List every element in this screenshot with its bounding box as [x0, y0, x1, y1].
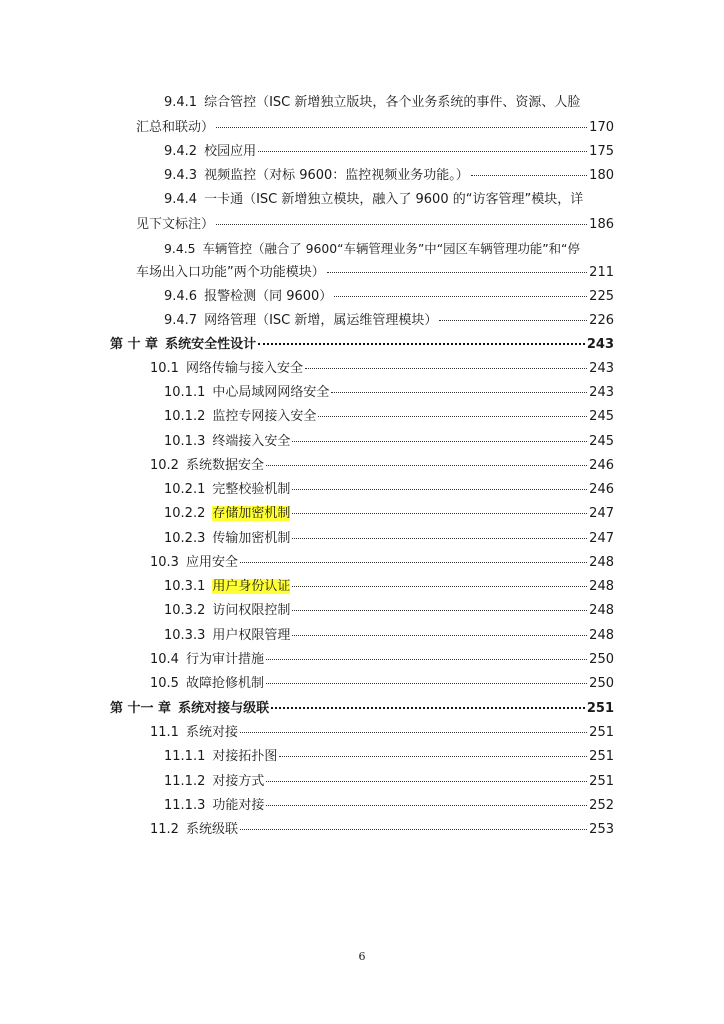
- toc-title: 终端接入安全: [212, 434, 291, 449]
- toc-title: 对接拓扑图: [212, 749, 278, 764]
- toc-title: 对接方式: [212, 774, 265, 789]
- toc-number: 11.2: [150, 822, 179, 837]
- toc-number: 10.4: [150, 652, 179, 667]
- toc-page-number: 186: [589, 217, 614, 232]
- toc-entry-10-3-1[interactable]: [164, 578, 614, 596]
- dot-leader: [240, 828, 587, 830]
- toc-page-number: 251: [589, 725, 614, 740]
- toc-number: 10.3: [150, 555, 179, 570]
- toc-entry-10-5[interactable]: [150, 675, 614, 693]
- dot-leader: [292, 488, 587, 490]
- toc-entry-9-4-3[interactable]: [164, 167, 614, 185]
- dot-leader: [292, 585, 587, 587]
- dot-leader: [439, 319, 587, 321]
- toc-title: 行为审计措施: [185, 652, 264, 667]
- dot-leader: [327, 271, 587, 273]
- dot-leader: [334, 295, 587, 297]
- toc-entry-10-1-3[interactable]: [164, 433, 614, 451]
- toc-entry-11-1[interactable]: [150, 724, 614, 742]
- toc-entry-10-2[interactable]: [150, 457, 614, 475]
- dot-leader: [240, 561, 587, 563]
- toc-page-number: 245: [589, 409, 614, 424]
- dot-leader: [266, 780, 587, 782]
- dot-leader: [292, 440, 587, 442]
- highlighted-toc-title: 存储加密机制: [212, 506, 291, 521]
- dot-leader: [258, 150, 587, 152]
- highlighted-toc-title: 用户身份认证: [212, 579, 291, 594]
- dot-leader: [471, 174, 587, 176]
- dot-leader: [266, 804, 587, 806]
- toc-number: 9.4.3: [164, 168, 198, 183]
- toc-entry-10-3-2[interactable]: [164, 602, 614, 620]
- dot-leader: [216, 126, 587, 128]
- toc-page-number: 226: [589, 313, 614, 328]
- toc-title: 中心局域网网络安全: [212, 385, 330, 400]
- toc-title: 综合管控（ISC 新增独立版块，各个业务系统的事件、资源、人脸: [204, 95, 581, 110]
- toc-number: 9.4.4: [164, 192, 198, 207]
- toc-entry-9-4-4-line1: [164, 191, 583, 209]
- toc-page-number: 248: [589, 628, 614, 643]
- toc-title: 车辆管控（融合了 9600“车辆管理业务”中“园区车辆管理功能”和“停: [202, 241, 580, 256]
- dot-leader: [216, 223, 587, 225]
- toc-number: 11.1.2: [164, 774, 206, 789]
- toc-title-continued: 汇总和联动）: [136, 120, 215, 135]
- toc-page-number: 248: [589, 603, 614, 618]
- toc-entry-10-2-3[interactable]: [164, 530, 614, 548]
- toc-entry-10-3[interactable]: [150, 554, 614, 572]
- toc-entry-10-3-3[interactable]: [164, 627, 614, 645]
- toc-page-number: 248: [589, 579, 614, 594]
- toc-page-number: 246: [589, 458, 614, 473]
- dot-leader: [318, 415, 587, 417]
- toc-page-number: 250: [589, 676, 614, 691]
- toc-page-number: 246: [589, 482, 614, 497]
- dot-leader: [331, 391, 587, 393]
- dot-leader: [258, 342, 585, 345]
- toc-page-number: 247: [589, 531, 614, 546]
- dot-leader: [305, 367, 587, 369]
- dot-leader: [292, 512, 587, 514]
- toc-title: 系统级联: [185, 822, 238, 837]
- toc-page-number: 251: [589, 749, 614, 764]
- toc-page-number: 225: [589, 289, 614, 304]
- toc-title-continued: 见下文标注）: [136, 217, 215, 232]
- toc-number: 11.1.3: [164, 798, 206, 813]
- dot-leader: [279, 755, 587, 757]
- chapter-number: 第 十 章: [110, 337, 159, 352]
- toc-title: 用户权限管理: [212, 628, 291, 643]
- toc-title: 校园应用: [204, 144, 257, 159]
- toc-page-number: 243: [589, 361, 614, 376]
- toc-number: 10.3.1: [164, 579, 206, 594]
- toc-page-number: 245: [589, 434, 614, 449]
- toc-entry-11-1-2[interactable]: [164, 773, 614, 791]
- toc-page-number: 211: [589, 265, 614, 280]
- toc-number: 10.3.3: [164, 628, 206, 643]
- toc-number: 9.4.5: [164, 241, 196, 256]
- toc-title: 监控专网接入安全: [212, 409, 317, 424]
- toc-number: 10.1.2: [164, 409, 206, 424]
- toc-page-number: 243: [589, 385, 614, 400]
- toc-page-number: 248: [589, 555, 614, 570]
- toc-number: 10.1.3: [164, 434, 206, 449]
- toc-number: 11.1: [150, 725, 179, 740]
- toc-entry-9-4-7[interactable]: [164, 312, 614, 330]
- toc-number: 10.2.2: [164, 506, 206, 521]
- toc-number: 9.4.6: [164, 289, 198, 304]
- dot-leader: [240, 731, 587, 733]
- toc-number: 10.3.2: [164, 603, 206, 618]
- toc-entry-10-4[interactable]: [150, 651, 614, 669]
- toc-title: 完整校验机制: [212, 482, 291, 497]
- toc-title: 访问权限控制: [212, 603, 291, 618]
- toc-entry-10-1-2[interactable]: [164, 408, 614, 426]
- toc-number: 11.1.1: [164, 749, 206, 764]
- toc-title: 系统对接: [185, 725, 238, 740]
- toc-title: 功能对接: [212, 798, 265, 813]
- dot-leader: [266, 658, 587, 660]
- toc-number: 9.4.1: [164, 95, 198, 110]
- toc-entry-10-1[interactable]: [150, 360, 614, 378]
- toc-entry-9-4-5[interactable]: [136, 264, 614, 282]
- toc-number: 9.4.2: [164, 144, 198, 159]
- toc-page-number: 247: [589, 506, 614, 521]
- dot-leader: [292, 609, 587, 611]
- toc-page-number: 170: [589, 120, 614, 135]
- toc-page-number: 252: [589, 798, 614, 813]
- toc-title: 一卡通（ISC 新增独立模块，融入了 9600 的“访客管理”模块，详: [204, 192, 584, 207]
- toc-page-number: 175: [589, 144, 614, 159]
- toc-title: 故障抢修机制: [185, 676, 264, 691]
- toc-title: 网络管理（ISC 新增，属运维管理模块）: [204, 313, 438, 328]
- toc-title: 系统数据安全: [185, 458, 264, 473]
- dot-leader: [266, 464, 587, 466]
- toc-entry-11-2[interactable]: [150, 821, 614, 839]
- chapter-title: 系统对接与级联: [178, 701, 270, 716]
- toc-entry-10-1-1[interactable]: [164, 384, 614, 402]
- chapter-number: 第 十一 章: [110, 701, 172, 716]
- toc-page-number: 253: [589, 822, 614, 837]
- toc-title: 报警检测（同 9600）: [204, 289, 333, 304]
- toc-entry-9-4-2[interactable]: [164, 143, 614, 161]
- page-number: 6: [358, 950, 366, 963]
- toc-entry-10-2-1[interactable]: [164, 481, 614, 499]
- toc-title-continued: 车场出入口功能”两个功能模块）: [136, 265, 325, 280]
- toc-title: 网络传输与接入安全: [185, 361, 303, 376]
- toc-chapter-11[interactable]: [110, 700, 614, 718]
- toc-page-number: 180: [589, 168, 614, 183]
- toc-number: 10.1: [150, 361, 179, 376]
- toc-page-number: 251: [589, 774, 614, 789]
- toc-number: 10.5: [150, 676, 179, 691]
- toc-page-number: 251: [586, 701, 614, 716]
- toc-number: 10.2: [150, 458, 179, 473]
- dot-leader: [292, 537, 587, 539]
- toc-chapter-10[interactable]: [110, 336, 614, 354]
- toc-number: 10.2.3: [164, 531, 206, 546]
- toc-title: 应用安全: [185, 555, 238, 570]
- toc-entry-11-1-1[interactable]: [164, 748, 614, 766]
- toc-number: 9.4.7: [164, 313, 198, 328]
- toc-page-number: 243: [586, 337, 614, 352]
- toc-entry-9-4-6[interactable]: [164, 288, 614, 306]
- toc-entry-9-4-1-line1: [164, 94, 580, 112]
- toc-title: 视频监控（对标 9600：监控视频业务功能。）: [204, 168, 469, 183]
- toc-number: 10.1.1: [164, 385, 206, 400]
- toc-title: 传输加密机制: [212, 531, 291, 546]
- dot-leader: [292, 634, 587, 636]
- toc-entry-9-4-1[interactable]: [136, 119, 614, 137]
- toc-entry-10-2-2[interactable]: [164, 505, 614, 523]
- toc-entry-9-4-4[interactable]: [136, 216, 614, 234]
- toc-entry-11-1-3[interactable]: [164, 797, 614, 815]
- dot-leader: [266, 682, 587, 684]
- toc-number: 10.2.1: [164, 482, 206, 497]
- toc-entry-9-4-5-line1: [164, 240, 580, 258]
- chapter-title: 系统安全性设计: [165, 337, 257, 352]
- dot-leader: [271, 706, 585, 709]
- toc-page-number: 250: [589, 652, 614, 667]
